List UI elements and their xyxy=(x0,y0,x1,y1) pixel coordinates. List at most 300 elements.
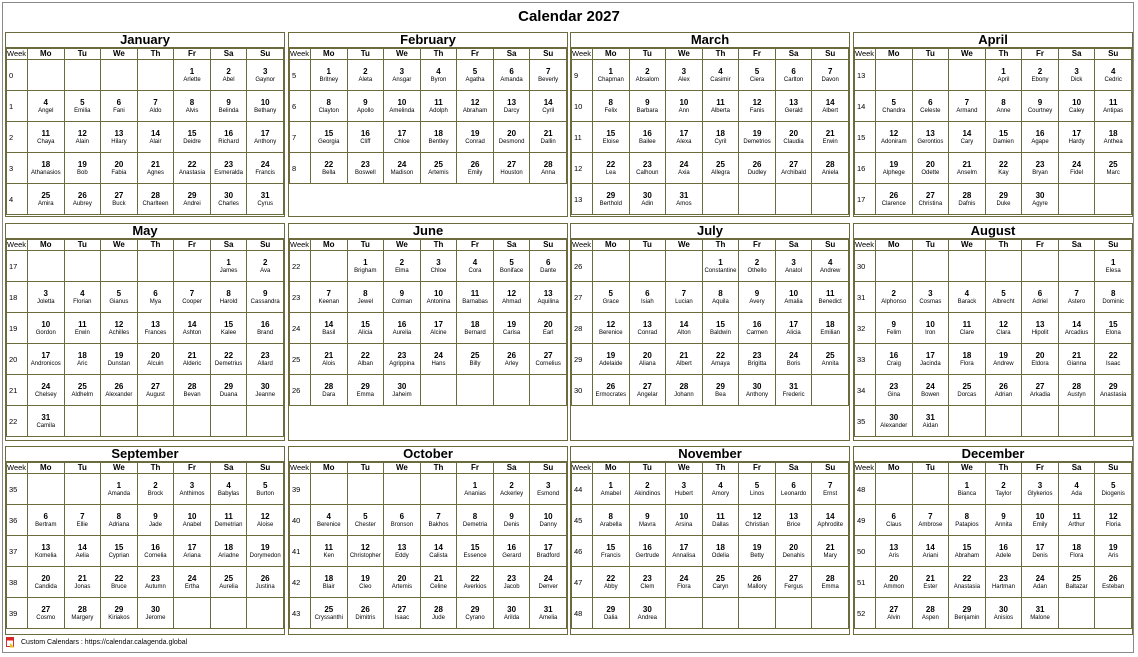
name-day: Aniela xyxy=(821,170,839,176)
week-header: Week xyxy=(855,240,875,249)
name-day: Felim xyxy=(886,330,902,336)
weekday-header: Fr xyxy=(174,49,211,60)
name-day: Boniface xyxy=(499,268,524,274)
day-number: 6 xyxy=(43,512,48,521)
name-day: Allard xyxy=(257,361,273,367)
weekday-header: Fr xyxy=(1022,463,1059,474)
day-cell xyxy=(912,122,949,153)
day-number: 20 xyxy=(789,129,799,138)
day-cell xyxy=(985,313,1022,344)
week-number: 20 xyxy=(7,344,28,375)
weekday-header: Mo xyxy=(876,49,913,60)
empty-cell xyxy=(912,60,949,91)
day-number: 27 xyxy=(41,605,51,614)
name-day: Adriana xyxy=(108,522,130,528)
name-day: Flora xyxy=(960,361,974,367)
name-day: Avery xyxy=(749,299,765,305)
day-cell xyxy=(493,91,530,122)
name-day: Axia xyxy=(678,170,690,176)
name-day: Flora xyxy=(1069,553,1084,559)
day-number: 22 xyxy=(187,160,197,169)
day-cell xyxy=(666,505,703,536)
empty-cell xyxy=(247,406,284,437)
day-cell xyxy=(775,91,812,122)
month-table xyxy=(289,239,567,406)
week-number: 35 xyxy=(855,406,876,437)
day-number: 22 xyxy=(224,351,234,360)
day-number: 10 xyxy=(434,289,443,298)
name-day: Anselm xyxy=(956,170,977,176)
empty-cell xyxy=(384,474,421,505)
name-day: Adin xyxy=(641,201,654,207)
empty-cell xyxy=(1058,251,1095,282)
name-day: Brigitta xyxy=(747,361,767,367)
weekday-header: Su xyxy=(812,463,849,474)
day-number: 22 xyxy=(1108,351,1118,360)
day-cell xyxy=(137,184,174,215)
name-day: Malone xyxy=(1030,615,1050,621)
day-cell xyxy=(457,474,494,505)
day-cell xyxy=(247,375,284,406)
weekday-header: Fr xyxy=(1022,240,1059,251)
day-cell xyxy=(1022,91,1059,122)
name-day: Dunstan xyxy=(107,361,131,367)
week-row xyxy=(572,60,849,91)
day-cell xyxy=(137,91,174,122)
day-cell xyxy=(593,282,630,313)
day-cell xyxy=(384,282,421,313)
day-number: 25 xyxy=(434,160,443,169)
day-cell xyxy=(876,122,913,153)
day-cell xyxy=(174,474,211,505)
day-number: 29 xyxy=(224,382,234,391)
day-number: 28 xyxy=(187,382,197,391)
day-number: 18 xyxy=(825,320,835,329)
day-number: 9 xyxy=(1001,512,1006,521)
name-day: Darcy xyxy=(503,108,520,114)
name-day: Anthony xyxy=(746,392,769,398)
day-number: 8 xyxy=(472,512,478,521)
day-cell xyxy=(137,505,174,536)
day-cell xyxy=(666,91,703,122)
day-cell xyxy=(1058,344,1095,375)
day-number: 3 xyxy=(399,67,405,76)
footer-text: Custom Calendars : https://calendar.calagenda.global xyxy=(21,639,188,646)
name-day: Cedric xyxy=(1104,77,1122,83)
day-cell xyxy=(912,344,949,375)
day-number: 2 xyxy=(226,67,231,76)
day-number: 15 xyxy=(324,129,334,138)
name-day: Constantine xyxy=(704,268,737,274)
name-day: Cora xyxy=(468,268,482,274)
empty-cell xyxy=(493,375,530,406)
day-number: 14 xyxy=(324,320,334,329)
name-day: Alton xyxy=(677,330,691,336)
weekday-header: Fr xyxy=(739,49,776,60)
name-day: Buck xyxy=(112,201,126,207)
day-number: 24 xyxy=(397,160,407,169)
name-day: Adan xyxy=(1033,584,1048,590)
day-cell xyxy=(64,184,101,215)
day-cell xyxy=(912,505,949,536)
day-cell xyxy=(64,91,101,122)
day-cell xyxy=(629,313,666,344)
week-row xyxy=(7,251,284,282)
name-day: Dimitris xyxy=(355,615,376,621)
month-table xyxy=(571,239,849,406)
day-cell xyxy=(210,60,247,91)
day-number: 11 xyxy=(324,543,334,552)
day-cell xyxy=(530,153,567,184)
day-cell xyxy=(28,313,65,344)
day-cell xyxy=(1095,344,1132,375)
day-number: 20 xyxy=(507,129,517,138)
day-number: 24 xyxy=(925,382,935,391)
day-number: 21 xyxy=(77,574,87,583)
day-number: 15 xyxy=(999,129,1008,138)
day-cell xyxy=(101,153,138,184)
name-day: Bakhos xyxy=(428,522,449,528)
weekday-header: Th xyxy=(702,240,739,251)
name-day: Demetrian xyxy=(214,522,243,528)
day-number: 22 xyxy=(999,160,1008,169)
day-cell xyxy=(666,344,703,375)
week-number: 12 xyxy=(572,153,593,184)
day-number: 10 xyxy=(1072,98,1082,107)
name-day: Andronicos xyxy=(30,361,61,367)
day-cell xyxy=(1022,598,1059,629)
day-cell xyxy=(876,313,913,344)
name-day: Calhoun xyxy=(636,170,659,176)
name-day: Glykerios xyxy=(1027,491,1053,497)
day-number: 26 xyxy=(360,605,370,614)
week-number: 16 xyxy=(855,153,876,184)
empty-cell xyxy=(420,375,457,406)
name-day: Alberta xyxy=(710,108,730,114)
day-number: 24 xyxy=(543,574,553,583)
day-cell xyxy=(64,344,101,375)
day-cell xyxy=(101,313,138,344)
name-day: Abel xyxy=(222,77,235,83)
name-day: Bernard xyxy=(464,330,486,336)
week-number: 13 xyxy=(572,184,593,215)
name-day: Boris xyxy=(786,361,801,367)
day-cell xyxy=(530,474,567,505)
day-cell xyxy=(347,505,384,536)
day-number: 2 xyxy=(363,67,368,76)
month-table xyxy=(289,462,567,629)
day-number: 29 xyxy=(999,191,1008,200)
week-row xyxy=(7,406,284,437)
day-cell xyxy=(530,567,567,598)
month-9 xyxy=(288,446,568,635)
empty-cell xyxy=(775,598,812,629)
month-name: August xyxy=(854,224,1132,239)
day-number: 17 xyxy=(434,320,443,329)
day-cell xyxy=(64,567,101,598)
day-cell xyxy=(384,375,421,406)
weekday-header: Fr xyxy=(457,49,494,60)
day-number: 23 xyxy=(507,574,517,583)
week-row xyxy=(855,344,1132,375)
day-number: 18 xyxy=(1108,129,1118,138)
day-cell xyxy=(530,91,567,122)
weekday-header: Sa xyxy=(775,463,812,474)
day-number: 26 xyxy=(260,574,270,583)
day-number: 3 xyxy=(928,289,933,298)
day-number: 24 xyxy=(434,351,443,360)
week-row xyxy=(7,567,284,598)
name-day: Frances xyxy=(144,330,167,336)
name-day: Gordon xyxy=(35,330,56,336)
day-number: 15 xyxy=(606,543,616,552)
empty-cell xyxy=(1058,184,1095,215)
day-cell xyxy=(1095,375,1132,406)
name-day: Cooper xyxy=(182,299,202,305)
name-day: Aurelia xyxy=(392,330,412,336)
week-number: 17 xyxy=(7,251,28,282)
name-day: Denver xyxy=(538,584,558,590)
name-day: Casimir xyxy=(710,77,731,83)
day-cell xyxy=(347,375,384,406)
day-number: 17 xyxy=(187,543,197,552)
day-number: 12 xyxy=(999,320,1008,329)
name-day: Agnes xyxy=(146,170,164,176)
day-cell xyxy=(739,505,776,536)
name-day: Agyre xyxy=(1032,201,1048,207)
name-day: Christopher xyxy=(349,553,381,559)
day-number: 23 xyxy=(360,160,370,169)
name-day: Jacinda xyxy=(920,361,941,367)
day-cell xyxy=(101,375,138,406)
name-day: Dorcas xyxy=(957,392,977,398)
day-number: 4 xyxy=(472,258,478,267)
day-number: 27 xyxy=(789,160,799,169)
week-row xyxy=(7,313,284,344)
name-day: Essence xyxy=(463,553,487,559)
day-number: 22 xyxy=(606,574,616,583)
day-number: 16 xyxy=(642,543,652,552)
name-day: Erwin xyxy=(74,330,90,336)
day-number: 23 xyxy=(260,351,270,360)
week-number: 8 xyxy=(290,153,311,184)
day-number: 1 xyxy=(189,67,195,76)
empty-cell xyxy=(28,251,65,282)
day-cell xyxy=(420,598,457,629)
week-row xyxy=(290,91,567,122)
name-day: Danny xyxy=(539,522,557,528)
day-number: 6 xyxy=(153,289,158,298)
day-cell xyxy=(739,536,776,567)
name-day: Elona xyxy=(1105,330,1121,336)
weekday-header: We xyxy=(101,463,138,474)
day-number: 1 xyxy=(608,481,613,490)
day-number: 5 xyxy=(1001,289,1006,298)
weekday-header: We xyxy=(666,49,703,60)
name-day: Ariana xyxy=(183,553,201,559)
day-number: 20 xyxy=(889,574,899,583)
day-cell xyxy=(210,251,247,282)
name-day: Patapios xyxy=(955,522,979,528)
day-cell xyxy=(101,91,138,122)
name-day: Akindinos xyxy=(634,491,661,497)
day-number: 1 xyxy=(1001,67,1006,76)
day-number: 3 xyxy=(1074,67,1079,76)
day-number: 21 xyxy=(962,160,972,169)
day-cell xyxy=(530,313,567,344)
day-cell xyxy=(702,122,739,153)
day-cell xyxy=(739,282,776,313)
day-number: 7 xyxy=(189,289,195,298)
day-number: 21 xyxy=(151,160,160,169)
week-row xyxy=(572,344,849,375)
name-day: Angel xyxy=(38,108,54,114)
week-row xyxy=(855,313,1132,344)
day-number: 1 xyxy=(226,258,231,267)
name-day: Anthimos xyxy=(179,491,205,497)
name-day: Anisios xyxy=(993,615,1014,621)
day-number: 20 xyxy=(543,320,553,329)
day-cell xyxy=(985,474,1022,505)
day-cell xyxy=(210,567,247,598)
name-day: Chelsey xyxy=(34,392,57,398)
day-cell xyxy=(247,344,284,375)
day-number: 23 xyxy=(642,160,652,169)
day-number: 14 xyxy=(77,543,87,552)
day-cell xyxy=(174,567,211,598)
day-number: 7 xyxy=(545,67,551,76)
day-number: 4 xyxy=(718,67,723,76)
day-number: 25 xyxy=(962,382,972,391)
weekday-header: Mo xyxy=(28,463,65,474)
weekday-header: Sa xyxy=(210,240,247,251)
day-number: 21 xyxy=(434,574,443,583)
day-cell xyxy=(666,567,703,598)
day-cell xyxy=(457,122,494,153)
week-row xyxy=(855,122,1132,153)
name-day: Chandra xyxy=(882,108,906,114)
name-day: Abraham xyxy=(462,108,488,114)
day-number: 1 xyxy=(1110,258,1116,267)
empty-cell xyxy=(174,406,211,437)
name-day: Ciera xyxy=(749,77,765,83)
name-day: Bob xyxy=(77,170,88,176)
name-day: Aleta xyxy=(358,77,373,83)
day-number: 3 xyxy=(436,258,441,267)
day-number: 16 xyxy=(752,320,762,329)
day-cell xyxy=(137,567,174,598)
day-number: 29 xyxy=(962,605,972,614)
weekday-header: Th xyxy=(420,463,457,474)
name-day: Byron xyxy=(430,77,447,83)
name-day: Amanda xyxy=(107,491,131,497)
week-number: 52 xyxy=(855,598,876,629)
day-cell xyxy=(101,536,138,567)
day-cell xyxy=(1095,567,1132,598)
day-cell xyxy=(985,536,1022,567)
name-day: Burton xyxy=(256,491,275,497)
day-number: 6 xyxy=(116,98,122,107)
name-day: Austyn xyxy=(1067,392,1086,398)
name-day: Boswell xyxy=(355,170,376,176)
week-row xyxy=(572,91,849,122)
week-number: 3 xyxy=(7,153,28,184)
day-cell xyxy=(420,60,457,91)
day-cell xyxy=(812,91,849,122)
week-row xyxy=(7,344,284,375)
day-number: 23 xyxy=(889,382,899,391)
name-day: Gerard xyxy=(502,553,521,559)
weekday-header: We xyxy=(949,463,986,474)
name-day: Aloise xyxy=(257,522,274,528)
name-day: Arkadia xyxy=(1029,392,1051,398)
day-cell xyxy=(666,60,703,91)
name-day: Clarence xyxy=(881,201,906,207)
day-cell xyxy=(420,122,457,153)
empty-cell xyxy=(347,474,384,505)
day-number: 13 xyxy=(642,320,652,329)
weekday-header: Tu xyxy=(64,463,101,474)
week-row xyxy=(572,122,849,153)
day-number: 25 xyxy=(1072,574,1082,583)
day-number: 22 xyxy=(114,574,124,583)
day-number: 26 xyxy=(77,191,87,200)
name-day: Arthur xyxy=(1068,522,1085,528)
day-cell xyxy=(1058,505,1095,536)
month-5 xyxy=(288,223,568,441)
day-cell xyxy=(1095,91,1132,122)
name-day: Baldwin xyxy=(709,330,731,336)
name-day: Gertrude xyxy=(635,553,660,559)
day-number: 14 xyxy=(543,98,553,107)
day-number: 4 xyxy=(436,67,441,76)
name-day: Ariadne xyxy=(218,553,239,559)
day-number: 31 xyxy=(260,191,270,200)
day-number: 6 xyxy=(509,67,514,76)
day-cell xyxy=(775,313,812,344)
day-cell xyxy=(593,474,630,505)
week-row xyxy=(290,505,567,536)
name-day: Deidre xyxy=(183,139,201,145)
day-number: 20 xyxy=(397,574,407,583)
day-cell xyxy=(1095,536,1132,567)
week-number: 48 xyxy=(572,598,593,629)
empty-cell xyxy=(457,375,494,406)
day-cell xyxy=(1095,474,1132,505)
day-cell xyxy=(985,282,1022,313)
day-cell xyxy=(457,60,494,91)
day-cell xyxy=(593,91,630,122)
name-day: Christina xyxy=(918,201,943,207)
name-day: Fabia xyxy=(111,170,127,176)
day-cell xyxy=(775,153,812,184)
week-number: 17 xyxy=(855,184,876,215)
day-number: 23 xyxy=(151,574,160,583)
day-cell xyxy=(28,91,65,122)
day-number: 8 xyxy=(116,512,122,521)
day-number: 24 xyxy=(789,351,799,360)
day-number: 2 xyxy=(645,481,650,490)
day-number: 28 xyxy=(962,191,972,200)
day-cell xyxy=(457,344,494,375)
day-cell xyxy=(876,91,913,122)
name-day: Carlton xyxy=(783,77,804,83)
name-day: Ermocrates xyxy=(595,392,627,398)
day-cell xyxy=(666,282,703,313)
day-cell xyxy=(311,598,348,629)
day-cell xyxy=(247,536,284,567)
name-day: Jade xyxy=(148,522,162,528)
